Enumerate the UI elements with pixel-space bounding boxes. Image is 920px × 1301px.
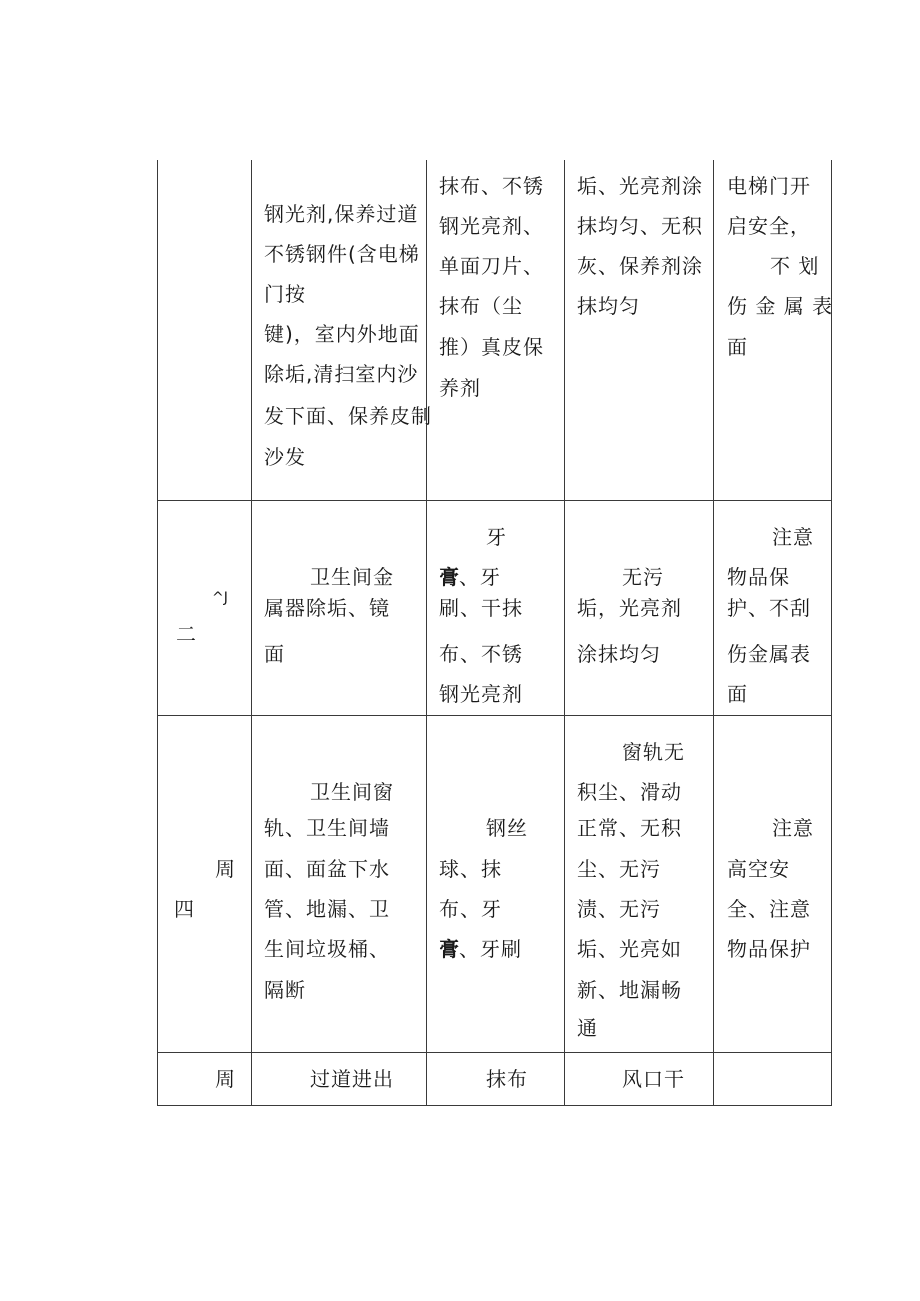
row1-col3-line2: 钢光亮剂、 xyxy=(439,214,544,238)
row3-col5-line2: 高空安 xyxy=(727,857,790,881)
row3-col2-line3: 面、面盆下水 xyxy=(264,857,390,881)
row3-col3-bold-char: 膏 xyxy=(439,937,460,961)
row2-col3-bold-char: 膏 xyxy=(439,565,460,589)
row3-col4-line6: 垢、光亮如 xyxy=(577,937,682,961)
row1-col3-line5: 推）真皮保 xyxy=(439,335,544,359)
row3-col4-line7: 新、地漏畅 xyxy=(577,978,682,1002)
row1-col2-line7: 沙发 xyxy=(264,445,306,469)
row2-col3-line1: 、牙 xyxy=(459,565,501,589)
row1-col5-line4: 伤 金 属 表 xyxy=(727,294,834,318)
row3-col3-line1: 钢丝 xyxy=(486,816,528,840)
row3-col3-line2: 球、抹 xyxy=(439,857,502,881)
row3-col4-line4: 尘、无污 xyxy=(577,857,661,881)
row3-col4-line3: 正常、无积 xyxy=(577,816,682,840)
table-row-divider-1 xyxy=(157,500,832,501)
row2-col4-line3: 涂抹均匀 xyxy=(577,642,661,666)
row3-col2-line6: 隔断 xyxy=(264,978,306,1002)
row2-col4-line2: 垢，光亮剂 xyxy=(577,596,682,620)
row1-col2-line1: 钢光剂,保养过道 xyxy=(264,202,419,226)
row2-col2-line2: 属器除垢、镜 xyxy=(264,596,390,620)
row1-col2-line6: 发下面、保养皮制 xyxy=(264,404,432,428)
row2-col5-line1: 注意 xyxy=(772,525,814,549)
row1-col2-line3: 门按 xyxy=(264,282,306,306)
row2-col5-line2: 物品保 xyxy=(727,565,790,589)
row3-col2-line1: 卫生间窗 xyxy=(310,780,394,804)
row3-col2-line2: 轨、卫生间墙 xyxy=(264,816,390,840)
row2-col5-line3: 护、不刮 xyxy=(727,596,811,620)
row1-col4-line2: 抹均匀、无积 xyxy=(577,214,703,238)
row2-col3-top: 牙 xyxy=(486,525,507,549)
row2-col3-line3: 布、不锈 xyxy=(439,642,523,666)
row1-col3-line6: 养剂 xyxy=(439,376,481,400)
row4-col3: 抹布 xyxy=(486,1067,528,1091)
row3-col3-line3: 布、牙 xyxy=(439,897,502,921)
row3-col4-line1: 窗轨无 xyxy=(622,740,685,764)
table-row-divider-3 xyxy=(157,1052,832,1053)
row2-col3-line4: 钢光亮剂 xyxy=(439,682,523,706)
row4-col1: 周 xyxy=(215,1067,236,1091)
row2-col1-top: ^J xyxy=(212,590,228,606)
row3-col2-line5: 生间垃圾桶、 xyxy=(264,937,390,961)
row3-col3-line4: 、牙刷 xyxy=(459,937,522,961)
row2-col1-bottom: 二 xyxy=(176,622,197,646)
table-border-left xyxy=(157,160,158,1106)
row3-col2-line4: 管、地漏、卫 xyxy=(264,897,390,921)
row2-col4-line1: 无污 xyxy=(622,565,664,589)
row1-col5-line5: 面 xyxy=(727,335,748,359)
row4-col2: 过道进出 xyxy=(310,1067,394,1091)
row3-col5-line1: 注意 xyxy=(772,816,814,840)
row1-col2-line4: 键)，室内外地面 xyxy=(264,322,420,346)
row3-col4-line2: 积尘、滑动 xyxy=(577,780,682,804)
row3-col5-line3: 全、注意 xyxy=(727,897,811,921)
row2-col5-line5: 面 xyxy=(727,682,748,706)
row4-col4: 风口干 xyxy=(622,1067,685,1091)
table-divider-col3 xyxy=(564,160,565,1106)
row1-col3-line3: 单面刀片、 xyxy=(439,254,544,278)
row3-col5-line4: 物品保护 xyxy=(727,937,811,961)
row2-col3-line2: 刷、干抹 xyxy=(439,596,523,620)
row2-col5-line4: 伤金属表 xyxy=(727,642,811,666)
row3-col4-line8: 通 xyxy=(577,1016,598,1040)
row1-col2-line2: 不锈钢件(含电梯 xyxy=(264,242,420,266)
row1-col3-line4: 抹布（尘 xyxy=(439,294,523,318)
row2-col2-line3: 面 xyxy=(264,642,285,666)
table-border-bottom xyxy=(157,1105,832,1106)
row1-col4-line1: 垢、光亮剂涂 xyxy=(577,174,703,198)
row1-col5-line3: 不 划 xyxy=(770,254,820,278)
row1-col4-line4: 抹均匀 xyxy=(577,294,640,318)
row3-col1-bottom: 四 xyxy=(174,897,195,921)
table-row-divider-2 xyxy=(157,715,832,716)
row1-col5-line2: 启安全， xyxy=(727,214,811,238)
row2-col2-line1: 卫生间金 xyxy=(310,565,394,589)
row1-col3-line1: 抹布、不锈 xyxy=(439,174,544,198)
table-divider-col1 xyxy=(251,160,252,1106)
row1-col2-line5: 除垢,清扫室内沙 xyxy=(264,362,419,386)
table-divider-col2 xyxy=(426,160,427,1106)
row3-col4-line5: 渍、无污 xyxy=(577,897,661,921)
table-divider-col4 xyxy=(713,160,714,1106)
row3-col1-top: 周 xyxy=(215,857,236,881)
row1-col5-line1: 电梯门开 xyxy=(727,174,811,198)
row1-col4-line3: 灰、保养剂涂 xyxy=(577,254,703,278)
